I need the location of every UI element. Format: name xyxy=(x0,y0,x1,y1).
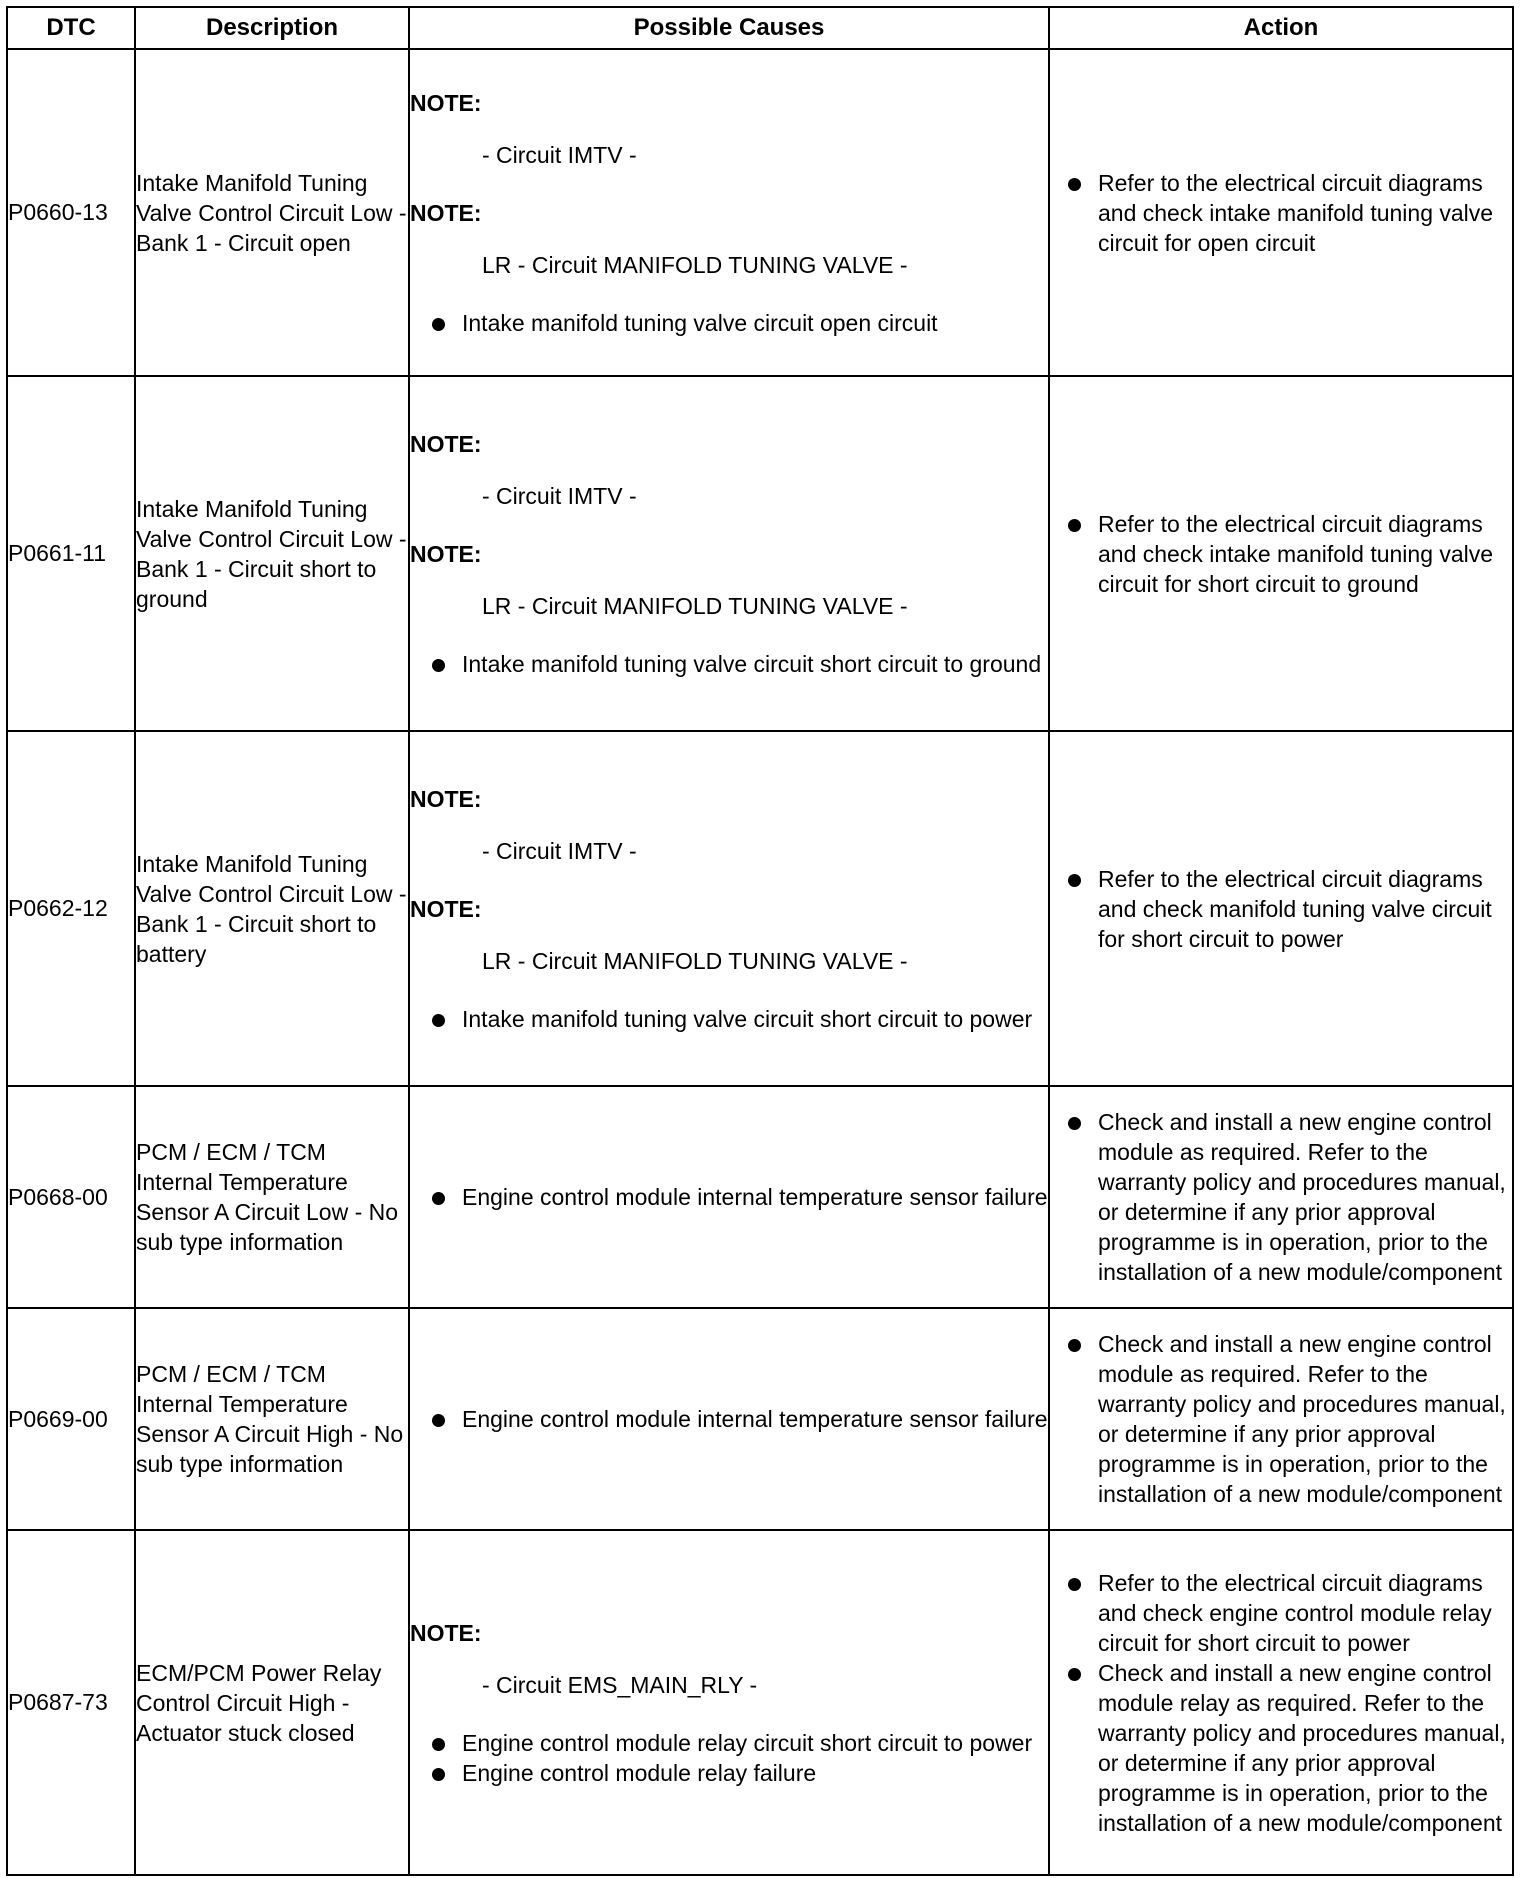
cause-item: Intake manifold tuning valve circuit open circuit xyxy=(410,308,1048,338)
dtc-description: PCM / ECM / TCM Internal Temperature Sensor A Circuit Low - No sub type information xyxy=(135,1086,409,1308)
action-cell xyxy=(1049,1308,1513,1530)
table-row xyxy=(7,731,1513,1086)
note-label: NOTE: xyxy=(410,89,482,116)
header-description: Description xyxy=(135,7,409,49)
cause-list xyxy=(410,1004,1048,1034)
action-list xyxy=(1050,509,1512,599)
note-label: NOTE: xyxy=(410,430,482,457)
action-cell xyxy=(1049,1530,1513,1875)
header-dtc: DTC xyxy=(7,7,135,49)
cause-item: Engine control module relay failure xyxy=(410,1758,1048,1788)
dtc-code: P0669-00 xyxy=(7,1308,135,1530)
cause-item: Engine control module relay circuit short circuit to power xyxy=(410,1728,1048,1758)
action-item: Refer to the electrical circuit diagrams and check manifold tuning valve circuit for short circuit to power xyxy=(1050,864,1512,954)
note-label: NOTE: xyxy=(410,785,482,812)
dtc-code: P0661-11 xyxy=(7,376,135,731)
note-text: - Circuit IMTV - xyxy=(482,141,637,168)
header-action: Action xyxy=(1049,7,1513,49)
possible-causes xyxy=(409,1530,1049,1875)
action-list xyxy=(1050,1568,1512,1838)
action-list xyxy=(1050,168,1512,258)
header-possible-causes: Possible Causes xyxy=(409,7,1049,49)
cause-list xyxy=(410,1404,1048,1434)
action-cell xyxy=(1049,731,1513,1086)
note-text: LR - Circuit MANIFOLD TUNING VALVE - xyxy=(482,251,908,278)
note-text: LR - Circuit MANIFOLD TUNING VALVE - xyxy=(482,947,908,974)
cause-item: Engine control module internal temperature sensor failure xyxy=(410,1182,1048,1212)
action-list xyxy=(1050,864,1512,954)
cause-list xyxy=(410,649,1048,679)
table-row xyxy=(7,1308,1513,1530)
dtc-description: PCM / ECM / TCM Internal Temperature Sensor A Circuit High - No sub type information xyxy=(135,1308,409,1530)
action-list xyxy=(1050,1329,1512,1509)
table-row xyxy=(7,1086,1513,1308)
action-item: Check and install a new engine control module as required. Refer to the warranty policy and procedures manual, or determine if any prior approval programme is in operation, prior to the installation of a new module/component xyxy=(1050,1107,1512,1287)
note-text: - Circuit EMS_MAIN_RLY - xyxy=(482,1671,758,1698)
dtc-code: P0668-00 xyxy=(7,1086,135,1308)
cause-list xyxy=(410,1728,1048,1788)
possible-causes xyxy=(409,49,1049,376)
cause-list xyxy=(410,308,1048,338)
dtc-code: P0660-13 xyxy=(7,49,135,376)
note-label: NOTE: xyxy=(410,895,482,922)
possible-causes xyxy=(409,376,1049,731)
note-text: - Circuit IMTV - xyxy=(482,482,637,509)
note-text: - Circuit IMTV - xyxy=(482,837,637,864)
dtc-description: Intake Manifold Tuning Valve Control Circuit Low - Bank 1 - Circuit short to battery xyxy=(135,731,409,1086)
dtc-code: P0662-12 xyxy=(7,731,135,1086)
dtc-description: ECM/PCM Power Relay Control Circuit High - Actuator stuck closed xyxy=(135,1530,409,1875)
dtc-table xyxy=(6,6,1514,1876)
cause-item: Engine control module internal temperature sensor failure xyxy=(410,1404,1048,1434)
action-item: Check and install a new engine control module relay as required. Refer to the warranty policy and procedures manual, or determine if any prior approval programme is in operation, prior to the installation of a new module/component xyxy=(1050,1658,1512,1838)
dtc-description: Intake Manifold Tuning Valve Control Circuit Low - Bank 1 - Circuit short to ground xyxy=(135,376,409,731)
action-item: Refer to the electrical circuit diagrams and check engine control module relay circuit for short circuit to power xyxy=(1050,1568,1512,1658)
note-text: LR - Circuit MANIFOLD TUNING VALVE - xyxy=(482,592,908,619)
action-item: Check and install a new engine control module as required. Refer to the warranty policy and procedures manual, or determine if any prior approval programme is in operation, prior to the installation of a new module/component xyxy=(1050,1329,1512,1509)
note-label: NOTE: xyxy=(410,199,482,226)
action-item: Refer to the electrical circuit diagrams and check intake manifold tuning valve circuit for short circuit to ground xyxy=(1050,509,1512,599)
action-item: Refer to the electrical circuit diagrams and check intake manifold tuning valve circuit for open circuit xyxy=(1050,168,1512,258)
possible-causes xyxy=(409,1308,1049,1530)
note-label: NOTE: xyxy=(410,540,482,567)
action-cell xyxy=(1049,376,1513,731)
table-header-row xyxy=(7,7,1513,49)
action-cell xyxy=(1049,49,1513,376)
cause-list xyxy=(410,1182,1048,1212)
table-row xyxy=(7,376,1513,731)
dtc-code: P0687-73 xyxy=(7,1530,135,1875)
possible-causes xyxy=(409,1086,1049,1308)
table-row xyxy=(7,49,1513,376)
cause-item: Intake manifold tuning valve circuit short circuit to power xyxy=(410,1004,1048,1034)
cause-item: Intake manifold tuning valve circuit short circuit to ground xyxy=(410,649,1048,679)
possible-causes xyxy=(409,731,1049,1086)
table-row xyxy=(7,1530,1513,1875)
action-cell xyxy=(1049,1086,1513,1308)
dtc-description: Intake Manifold Tuning Valve Control Circuit Low - Bank 1 - Circuit open xyxy=(135,49,409,376)
note-label: NOTE: xyxy=(410,1619,482,1646)
action-list xyxy=(1050,1107,1512,1287)
